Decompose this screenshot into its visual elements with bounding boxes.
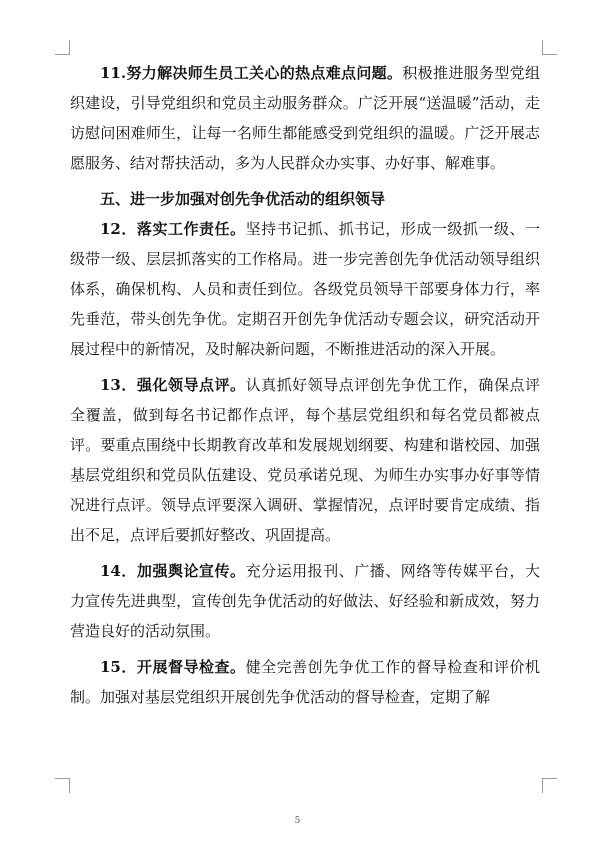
item-14-lead: 14．加强舆论宣传。 [100, 562, 246, 580]
item-13-lead: 13．强化领导点评。 [100, 376, 246, 394]
item-13 [70, 370, 540, 550]
item-12 [70, 214, 540, 364]
paragraph-11 [70, 58, 540, 178]
page-content [70, 58, 540, 712]
crop-mark-top-left [55, 40, 70, 55]
item-14-body: 充分运用报刊、广播、网络等传媒平台，大力宣传先进典型，宣传创先争优活动的好做法、好经验和新成效，努力营造良好的活动氛围。 [70, 562, 540, 640]
item-15-body: 健全完善创先争优工作的督导检查和评价机制。加强对基层党组织开展创先争优活动的督导检查，定期了解 [70, 658, 540, 706]
item-15 [70, 652, 540, 712]
crop-mark-bottom-left [55, 778, 70, 793]
item-12-lead: 12．落实工作责任。 [100, 220, 246, 238]
paragraph-11-body: 积极推进服务型党组织建设，引导党组织和党员主动服务群众。广泛开展“送温暖”活动，走访慰问困难师生，让每一名师生都能感受到党组织的温暖。广泛开展志愿服务、结对帮扶活动，多为人民群众办实事、办好事、解难事。 [70, 64, 540, 172]
item-13-body: 认真抓好领导点评创先争优工作，确保点评全覆盖，做到每名书记都作点评，每个基层党组织和每名党员都被点评。要重点围绕中长期教育改革和发展规划纲要、构建和谐校园、加强基层党组织和党员队伍建设、党员承诺兑现、为师生办实事办好事等情况进行点评。领导点评要深入调研、掌握情况，点评时要肯定成绩、指出不足，点评后要抓好整改、巩固提高。 [70, 376, 540, 544]
item-14 [70, 556, 540, 646]
crop-mark-bottom-right [542, 778, 557, 793]
crop-mark-top-right [542, 40, 557, 55]
section-heading: 五、进一步加强对创先争优活动的组织领导 [100, 190, 386, 208]
item-12-body: 坚持书记抓、抓书记，形成一级抓一级、一级带一级、层层抓落实的工作格局。进一步完善创先争优活动领导组织体系，确保机构、人员和责任到位。各级党员领导干部要身体力行，率先垂范，带头创先争优。定期召开创先争优活动专题会议，研究活动开展过程中的新情况，及时解决新问题，不断推进活动的深入开展。 [70, 220, 540, 358]
paragraph-11-lead: 11.努力解决师生员工关心的热点难点问题。 [100, 64, 403, 82]
page-number: 5 [294, 816, 301, 826]
item-15-lead: 15．开展督导检查。 [100, 658, 246, 676]
